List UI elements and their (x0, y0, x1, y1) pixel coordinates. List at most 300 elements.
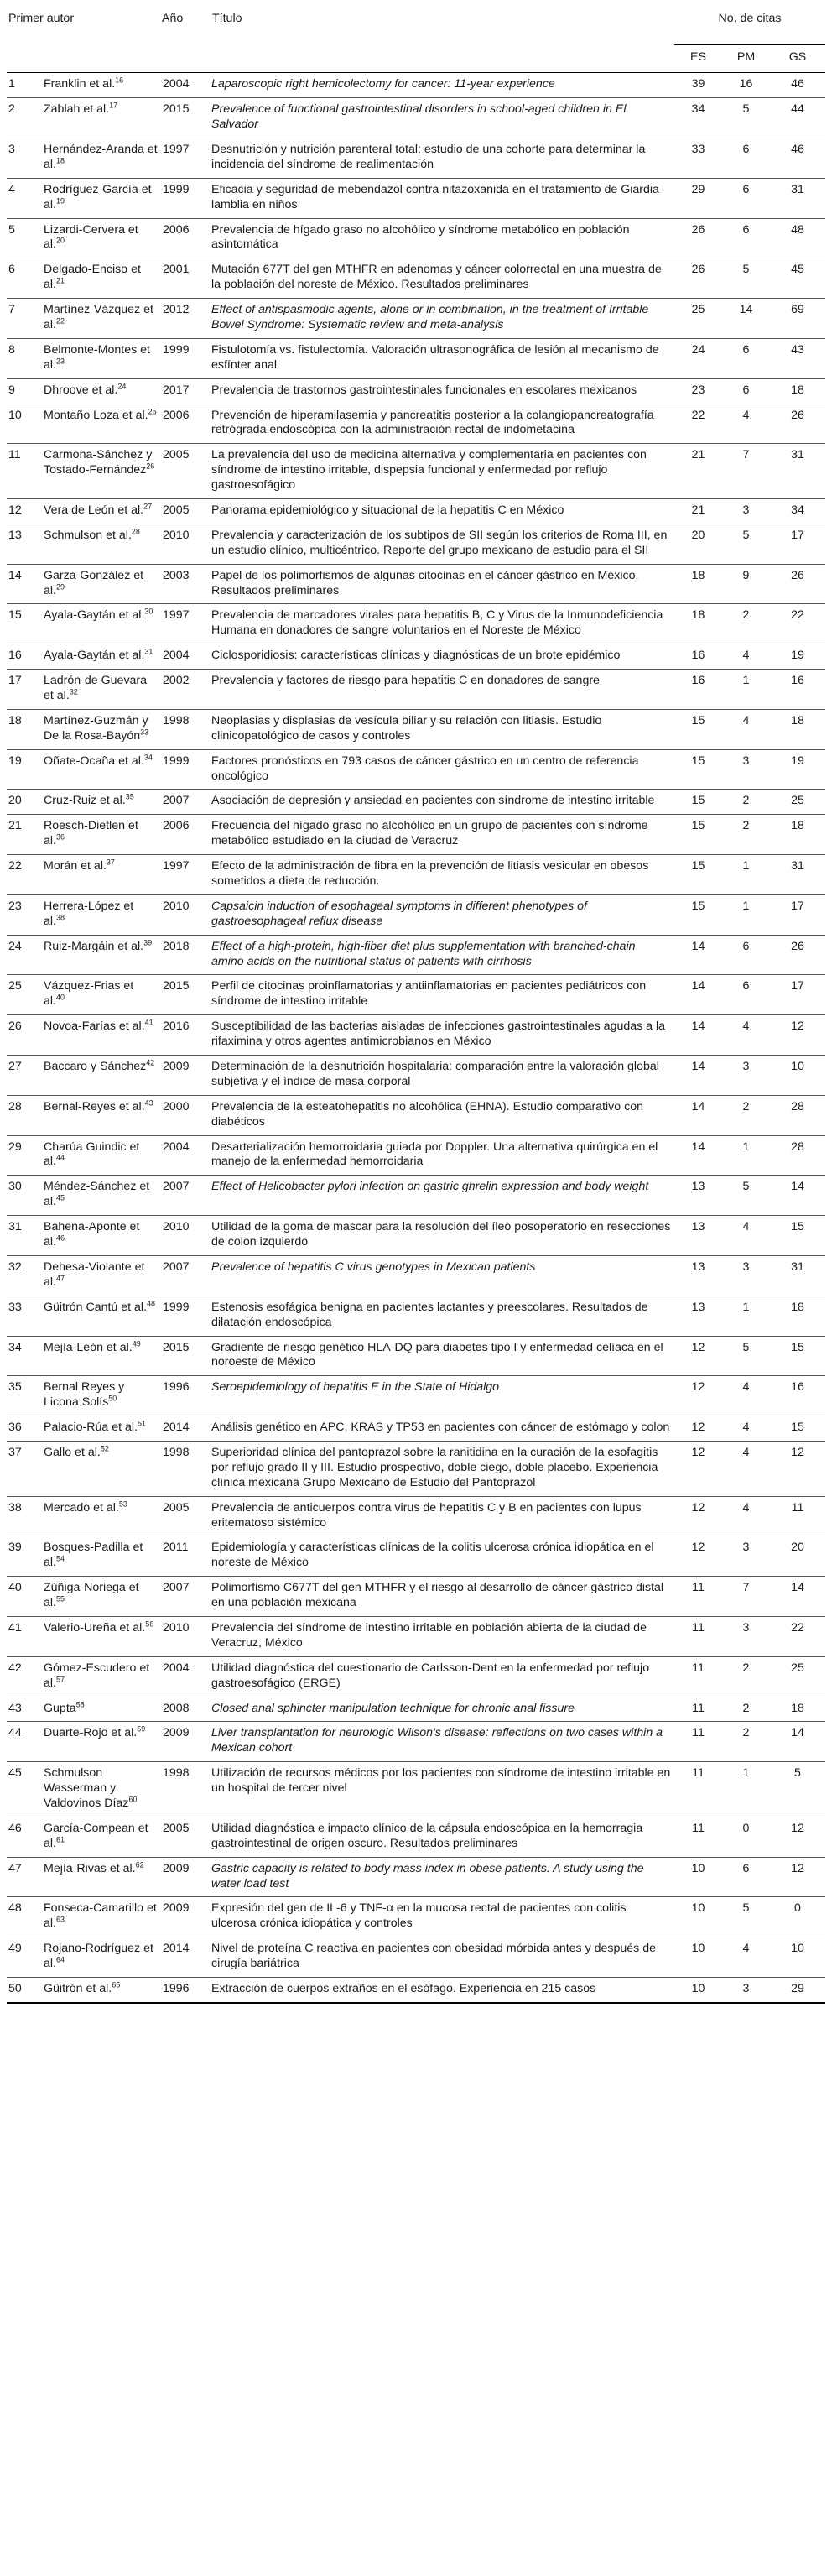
row-title: Desnutrición y nutrición parenteral total: estudio de una cohorte para determinar la incidencia del síndrome de realimentación (211, 138, 674, 178)
row-es: 14 (674, 935, 722, 975)
row-author (44, 1978, 161, 2003)
row-year: 2017 (161, 378, 211, 404)
row-pm: 7 (722, 444, 770, 499)
row-author (44, 815, 161, 855)
author-name: Delgado-Enciso et al. (44, 263, 141, 292)
row-number: 32 (7, 1255, 44, 1296)
author-name: Bernal Reyes y Licona Solís (44, 1380, 125, 1410)
row-number: 20 (7, 790, 44, 815)
row-author (44, 1216, 161, 1256)
row-author (44, 378, 161, 404)
row-number: 27 (7, 1056, 44, 1096)
table-row (7, 855, 825, 895)
row-year: 2007 (161, 1176, 211, 1216)
row-title: Superioridad clínica del pantoprazol sobre la ranitidina en la curación de la esofagitis por reflujo grado II y III. Estudio prospectivo, doble ciego, doble placebo. Experiencia clínica mexicana Grupo Mexicano de Estudio del Pantoprazol (211, 1441, 674, 1496)
table-row (7, 1336, 825, 1376)
reference-number: 61 (55, 1835, 65, 1844)
row-gs: 10 (770, 1056, 825, 1096)
row-gs: 18 (770, 1296, 825, 1336)
author-name: Schmulson Wasserman y Valdovinos Díaz (44, 1766, 129, 1810)
row-number: 19 (7, 749, 44, 790)
author-name: Ayala-Gaytán et al. (44, 608, 145, 623)
row-author (44, 1296, 161, 1336)
row-es: 14 (674, 1015, 722, 1056)
reference-number: 51 (137, 1419, 146, 1428)
reference-number: 57 (55, 1674, 65, 1683)
row-pm: 5 (722, 1336, 770, 1376)
row-gs: 12 (770, 1817, 825, 1857)
row-title: Utilización de recursos médicos por los pacientes con síndrome de intestino irritable en un hospital de tercer nivel (211, 1762, 674, 1817)
row-gs: 18 (770, 709, 825, 749)
row-es: 15 (674, 855, 722, 895)
row-title: Liver transplantation for neurologic Wilson's disease: reflections on two cases within a Mexican cohort (211, 1722, 674, 1762)
author-name: Valerio-Ureña et al. (44, 1620, 146, 1635)
author-name: Bernal-Reyes et al. (44, 1099, 145, 1113)
row-year: 2010 (161, 1616, 211, 1656)
row-year: 1998 (161, 1441, 211, 1496)
row-es: 10 (674, 1978, 722, 2003)
row-title: Prevalencia y caracterización de los subtipos de SII según los criterios de Roma III, en un estudio clínico, multicéntrico. Reporte del grupo mexicano de estudio para el SII (211, 524, 674, 564)
row-title: Utilidad diagnóstica e impacto clínico de la cápsula endoscópica en la hemorragia gastrointestinal de origen oscuro. Resultados preliminares (211, 1817, 674, 1857)
row-number: 26 (7, 1015, 44, 1056)
row-year: 2004 (161, 644, 211, 670)
row-author (44, 73, 161, 98)
row-es: 21 (674, 498, 722, 524)
row-pm: 5 (722, 1897, 770, 1937)
table-row (7, 1416, 825, 1442)
author-name: Duarte-Rojo et al. (44, 1726, 138, 1740)
author-name: Bosques-Padilla et al. (44, 1541, 143, 1570)
row-year: 2007 (161, 1577, 211, 1617)
row-year: 1997 (161, 138, 211, 178)
row-author (44, 299, 161, 339)
row-number: 12 (7, 498, 44, 524)
row-gs: 26 (770, 564, 825, 604)
row-es: 13 (674, 1176, 722, 1216)
row-number: 2 (7, 98, 44, 138)
row-gs: 26 (770, 935, 825, 975)
table-row (7, 709, 825, 749)
row-gs: 15 (770, 1416, 825, 1442)
row-author (44, 258, 161, 299)
row-title: Prevalencia de la esteatohepatitis no alcohólica (EHNA). Estudio comparativo con diabéticos (211, 1095, 674, 1135)
reference-number: 54 (55, 1554, 65, 1563)
row-title: Prevalencia de trastornos gastrointestinales funcionales en escolares mexicanos (211, 378, 674, 404)
row-pm: 4 (722, 1216, 770, 1256)
table-row (7, 1697, 825, 1722)
row-number: 7 (7, 299, 44, 339)
row-gs: 25 (770, 1656, 825, 1697)
row-title: Papel de los polimorfismos de algunas citocinas en el cáncer gástrico en México. Resultados preliminares (211, 564, 674, 604)
row-gs: 10 (770, 1937, 825, 1978)
row-es: 11 (674, 1817, 722, 1857)
row-title: Efecto de la administración de fibra en la prevención de litiasis vesicular en obesos sometidos a dieta de reducción. (211, 855, 674, 895)
row-es: 12 (674, 1336, 722, 1376)
author-name: Hernández-Aranda et al. (44, 142, 158, 171)
table-row (7, 749, 825, 790)
table-row (7, 1216, 825, 1256)
row-gs: 14 (770, 1722, 825, 1762)
row-author (44, 564, 161, 604)
row-gs: 5 (770, 1762, 825, 1817)
row-pm: 4 (722, 1441, 770, 1496)
row-es: 11 (674, 1762, 722, 1817)
author-name: Fonseca-Camarillo et al. (44, 1901, 157, 1931)
row-gs: 34 (770, 498, 825, 524)
row-year: 2014 (161, 1416, 211, 1442)
row-pm: 0 (722, 1817, 770, 1857)
row-author (44, 218, 161, 258)
row-number: 37 (7, 1441, 44, 1496)
row-title: Perfil de citocinas proinflamatorias y antiinflamatorias en pacientes pediátricos con síndrome de intestino irritable (211, 975, 674, 1015)
author-name: Oñate-Ocaña et al. (44, 754, 144, 768)
author-name: Gómez-Escudero et al. (44, 1661, 150, 1690)
row-number: 43 (7, 1697, 44, 1722)
row-title: Epidemiología y características clínicas de la colitis ulcerosa crónica idiopática en el noreste de México (211, 1536, 674, 1577)
row-title: Neoplasias y displasias de vesícula biliar y su relación con litiasis. Estudio clinicopatológico de casos y controles (211, 709, 674, 749)
row-title: Expresión del gen de IL-6 y TNF-α en la mucosa rectal de pacientes con colitis ulcerosa crónica idiopática y controles (211, 1897, 674, 1937)
row-year: 2015 (161, 1336, 211, 1376)
author-name: Ayala-Gaytán et al. (44, 649, 145, 663)
table-row (7, 498, 825, 524)
row-es: 33 (674, 138, 722, 178)
reference-number: 52 (100, 1444, 109, 1453)
table-row (7, 1376, 825, 1416)
row-pm: 4 (722, 1376, 770, 1416)
row-number: 21 (7, 815, 44, 855)
reference-number: 60 (128, 1795, 138, 1804)
row-year: 1996 (161, 1978, 211, 2003)
row-number: 10 (7, 404, 44, 444)
reference-number: 39 (143, 937, 153, 946)
row-author (44, 1897, 161, 1937)
row-year: 2009 (161, 1056, 211, 1096)
row-author (44, 1376, 161, 1416)
reference-number: 28 (131, 527, 140, 536)
author-name: Güitrón et al. (44, 1982, 112, 1995)
row-title: Frecuencia del hígado graso no alcohólico en un grupo de pacientes con síndrome metabólico estudiado en la ciudad de Veracruz (211, 815, 674, 855)
row-number: 41 (7, 1616, 44, 1656)
row-year: 2003 (161, 564, 211, 604)
row-year: 2005 (161, 498, 211, 524)
table-row (7, 1441, 825, 1496)
row-gs: 14 (770, 1577, 825, 1617)
row-title: Nivel de proteína C reactiva en pacientes con obesidad mórbida antes y después de cirugía bariátrica (211, 1937, 674, 1978)
row-author (44, 1697, 161, 1722)
reference-number: 59 (137, 1724, 146, 1734)
row-gs: 16 (770, 1376, 825, 1416)
reference-number: 56 (145, 1619, 154, 1629)
row-pm: 1 (722, 855, 770, 895)
row-number: 34 (7, 1336, 44, 1376)
row-number: 47 (7, 1857, 44, 1897)
row-es: 13 (674, 1216, 722, 1256)
author-name: Méndez-Sánchez et al. (44, 1180, 150, 1209)
table-body (7, 73, 825, 2003)
row-number: 44 (7, 1722, 44, 1762)
row-author (44, 444, 161, 499)
row-year: 2004 (161, 1135, 211, 1176)
row-es: 15 (674, 894, 722, 935)
table-row (7, 73, 825, 98)
table-row (7, 935, 825, 975)
row-author (44, 1176, 161, 1216)
row-title: Gastric capacity is related to body mass index in obese patients. A study using the water load test (211, 1857, 674, 1897)
row-gs: 18 (770, 1697, 825, 1722)
reference-number: 36 (55, 832, 65, 842)
row-gs: 22 (770, 604, 825, 644)
row-year: 1999 (161, 1296, 211, 1336)
table-row (7, 218, 825, 258)
row-pm: 6 (722, 935, 770, 975)
row-es: 12 (674, 1441, 722, 1496)
row-es: 13 (674, 1255, 722, 1296)
row-author (44, 1762, 161, 1817)
table-row (7, 1255, 825, 1296)
row-year: 2015 (161, 98, 211, 138)
row-year: 1997 (161, 855, 211, 895)
author-name: Mejía-Rivas et al. (44, 1861, 136, 1875)
row-gs: 46 (770, 73, 825, 98)
reference-number: 31 (144, 647, 153, 656)
reference-number: 30 (144, 607, 153, 616)
row-gs: 18 (770, 815, 825, 855)
row-year: 1998 (161, 709, 211, 749)
row-number: 8 (7, 338, 44, 378)
row-pm: 4 (722, 709, 770, 749)
row-es: 15 (674, 709, 722, 749)
table-row (7, 1577, 825, 1617)
author-name: Dhroove et al. (44, 383, 118, 397)
row-gs: 31 (770, 855, 825, 895)
table-row (7, 604, 825, 644)
author-name: Schmulson et al. (44, 528, 132, 542)
author-name: Rodríguez-García et al. (44, 182, 152, 211)
row-number: 4 (7, 178, 44, 218)
row-title: Prevalencia y factores de riesgo para hepatitis C en donadores de sangre (211, 670, 674, 710)
author-name: Mercado et al. (44, 1500, 119, 1515)
row-year: 2016 (161, 1015, 211, 1056)
table-row (7, 1897, 825, 1937)
table-row (7, 1095, 825, 1135)
author-name: Montaño Loza et al. (44, 408, 148, 422)
row-title: Asociación de depresión y ansiedad en pacientes con síndrome de intestino irritable (211, 790, 674, 815)
row-gs: 22 (770, 1616, 825, 1656)
header-spacer (7, 45, 674, 73)
row-title: Effect of Helicobacter pylori infection on gastric ghrelin expression and body weight (211, 1176, 674, 1216)
row-pm: 6 (722, 218, 770, 258)
row-es: 16 (674, 670, 722, 710)
row-year: 1999 (161, 749, 211, 790)
table-row (7, 1496, 825, 1536)
author-name: Rojano-Rodríguez et al. (44, 1942, 153, 1971)
row-pm: 3 (722, 1056, 770, 1096)
row-es: 15 (674, 815, 722, 855)
author-name: Ladrón-de Guevara et al. (44, 674, 148, 702)
reference-number: 26 (146, 461, 155, 471)
row-pm: 1 (722, 1296, 770, 1336)
row-author (44, 524, 161, 564)
reference-number: 16 (115, 76, 124, 85)
row-pm: 2 (722, 604, 770, 644)
row-author (44, 670, 161, 710)
row-pm: 6 (722, 178, 770, 218)
row-year: 2000 (161, 1095, 211, 1135)
row-number: 23 (7, 894, 44, 935)
row-es: 18 (674, 604, 722, 644)
table-row (7, 258, 825, 299)
row-pm: 4 (722, 1015, 770, 1056)
row-title: Effect of antispasmodic agents, alone or in combination, in the treatment of Irritable Bowel Syndrome: Systematic review and meta-analysis (211, 299, 674, 339)
reference-number: 47 (55, 1274, 65, 1283)
reference-number: 55 (55, 1594, 65, 1603)
row-pm: 2 (722, 1095, 770, 1135)
author-name: Gupta (44, 1701, 76, 1715)
row-es: 14 (674, 1095, 722, 1135)
table-row (7, 1296, 825, 1336)
row-number: 30 (7, 1176, 44, 1216)
row-es: 10 (674, 1937, 722, 1978)
row-author (44, 975, 161, 1015)
author-name: Herrera-López et al. (44, 899, 134, 928)
row-year: 2009 (161, 1897, 211, 1937)
reference-number: 27 (143, 502, 153, 511)
row-es: 12 (674, 1536, 722, 1577)
row-gs: 11 (770, 1496, 825, 1536)
reference-number: 24 (117, 381, 127, 390)
row-title: La prevalencia del uso de medicina alternativa y complementaria en pacientes con síndrome de intestino irritable, dispepsia funcional y enfermedad por reflujo gastroesofágico (211, 444, 674, 499)
row-pm: 6 (722, 378, 770, 404)
row-year: 2018 (161, 935, 211, 975)
row-title: Effect of a high-protein, high-fiber diet plus supplementation with branched-chain amino acids on the nutritional status of patients with cirrhosis (211, 935, 674, 975)
row-author (44, 604, 161, 644)
row-gs: 17 (770, 524, 825, 564)
row-gs: 26 (770, 404, 825, 444)
row-es: 21 (674, 444, 722, 499)
row-author (44, 1536, 161, 1577)
row-es: 26 (674, 218, 722, 258)
row-author (44, 498, 161, 524)
row-pm: 14 (722, 299, 770, 339)
row-pm: 3 (722, 1536, 770, 1577)
row-title: Extracción de cuerpos extraños en el esófago. Experiencia en 215 casos (211, 1978, 674, 2003)
row-number: 22 (7, 855, 44, 895)
reference-number: 18 (55, 156, 65, 165)
row-gs: 12 (770, 1015, 825, 1056)
reference-number: 48 (147, 1298, 156, 1307)
row-pm: 16 (722, 73, 770, 98)
row-year: 2007 (161, 790, 211, 815)
reference-number: 22 (55, 316, 65, 326)
row-pm: 4 (722, 1416, 770, 1442)
row-year: 1996 (161, 1376, 211, 1416)
reference-number: 63 (55, 1915, 65, 1924)
row-author (44, 1056, 161, 1096)
row-title: Prevención de hiperamilasemia y pancreatitis posterior a la colangiopancreatografía retrógrada endoscópica con la administración rectal de indometacina (211, 404, 674, 444)
author-name: Zablah et al. (44, 102, 110, 117)
table-row (7, 1015, 825, 1056)
row-number: 45 (7, 1762, 44, 1817)
table-row (7, 1656, 825, 1697)
row-es: 20 (674, 524, 722, 564)
table-row (7, 1978, 825, 2003)
table-row (7, 975, 825, 1015)
author-name: García-Compean et al. (44, 1821, 148, 1850)
row-gs: 48 (770, 218, 825, 258)
row-es: 13 (674, 1296, 722, 1336)
row-author (44, 98, 161, 138)
reference-number: 58 (75, 1699, 85, 1708)
row-gs: 31 (770, 1255, 825, 1296)
row-es: 12 (674, 1496, 722, 1536)
table-row (7, 1937, 825, 1978)
reference-number: 50 (108, 1394, 117, 1403)
table-row (7, 894, 825, 935)
row-es: 25 (674, 299, 722, 339)
author-name: Charúa Guindic et al. (44, 1139, 140, 1169)
row-author (44, 1817, 161, 1857)
table-row (7, 790, 825, 815)
row-gs: 28 (770, 1135, 825, 1176)
row-author (44, 178, 161, 218)
row-pm: 1 (722, 670, 770, 710)
row-es: 23 (674, 378, 722, 404)
row-gs: 28 (770, 1095, 825, 1135)
row-year: 1999 (161, 178, 211, 218)
row-es: 12 (674, 1416, 722, 1442)
row-author (44, 1577, 161, 1617)
table-row (7, 1857, 825, 1897)
row-number: 50 (7, 1978, 44, 2003)
author-name: Martínez-Guzmán y De la Rosa-Bayón (44, 713, 148, 743)
row-pm: 3 (722, 1978, 770, 2003)
table-row (7, 815, 825, 855)
reference-number: 62 (135, 1859, 144, 1869)
table-row (7, 644, 825, 670)
row-pm: 5 (722, 1176, 770, 1216)
row-pm: 1 (722, 1135, 770, 1176)
author-name: Dehesa-Violante et al. (44, 1259, 145, 1289)
row-title: Prevalencia de anticuerpos contra virus de hepatitis C y B en pacientes con lupus eritematoso sistémico (211, 1496, 674, 1536)
row-es: 24 (674, 338, 722, 378)
row-pm: 3 (722, 1616, 770, 1656)
row-title: Utilidad de la goma de mascar para la resolución del íleo posoperatorio en resecciones de colon izquierdo (211, 1216, 674, 1256)
row-es: 11 (674, 1697, 722, 1722)
row-year: 2010 (161, 1216, 211, 1256)
row-pm: 7 (722, 1577, 770, 1617)
row-number: 24 (7, 935, 44, 975)
row-title: Panorama epidemiológico y situacional de la hepatitis C en México (211, 498, 674, 524)
row-es: 11 (674, 1577, 722, 1617)
row-year: 2008 (161, 1697, 211, 1722)
row-es: 34 (674, 98, 722, 138)
row-author (44, 1416, 161, 1442)
row-number: 33 (7, 1296, 44, 1336)
row-year: 2009 (161, 1857, 211, 1897)
row-es: 15 (674, 790, 722, 815)
row-number: 49 (7, 1937, 44, 1978)
row-year: 2002 (161, 670, 211, 710)
row-gs: 43 (770, 338, 825, 378)
row-gs: 45 (770, 258, 825, 299)
row-year: 2010 (161, 894, 211, 935)
row-pm: 2 (722, 1722, 770, 1762)
table-row (7, 98, 825, 138)
author-name: Cruz-Ruiz et al. (44, 794, 126, 808)
reference-number: 17 (109, 101, 118, 110)
row-es: 14 (674, 975, 722, 1015)
row-year: 1998 (161, 1762, 211, 1817)
